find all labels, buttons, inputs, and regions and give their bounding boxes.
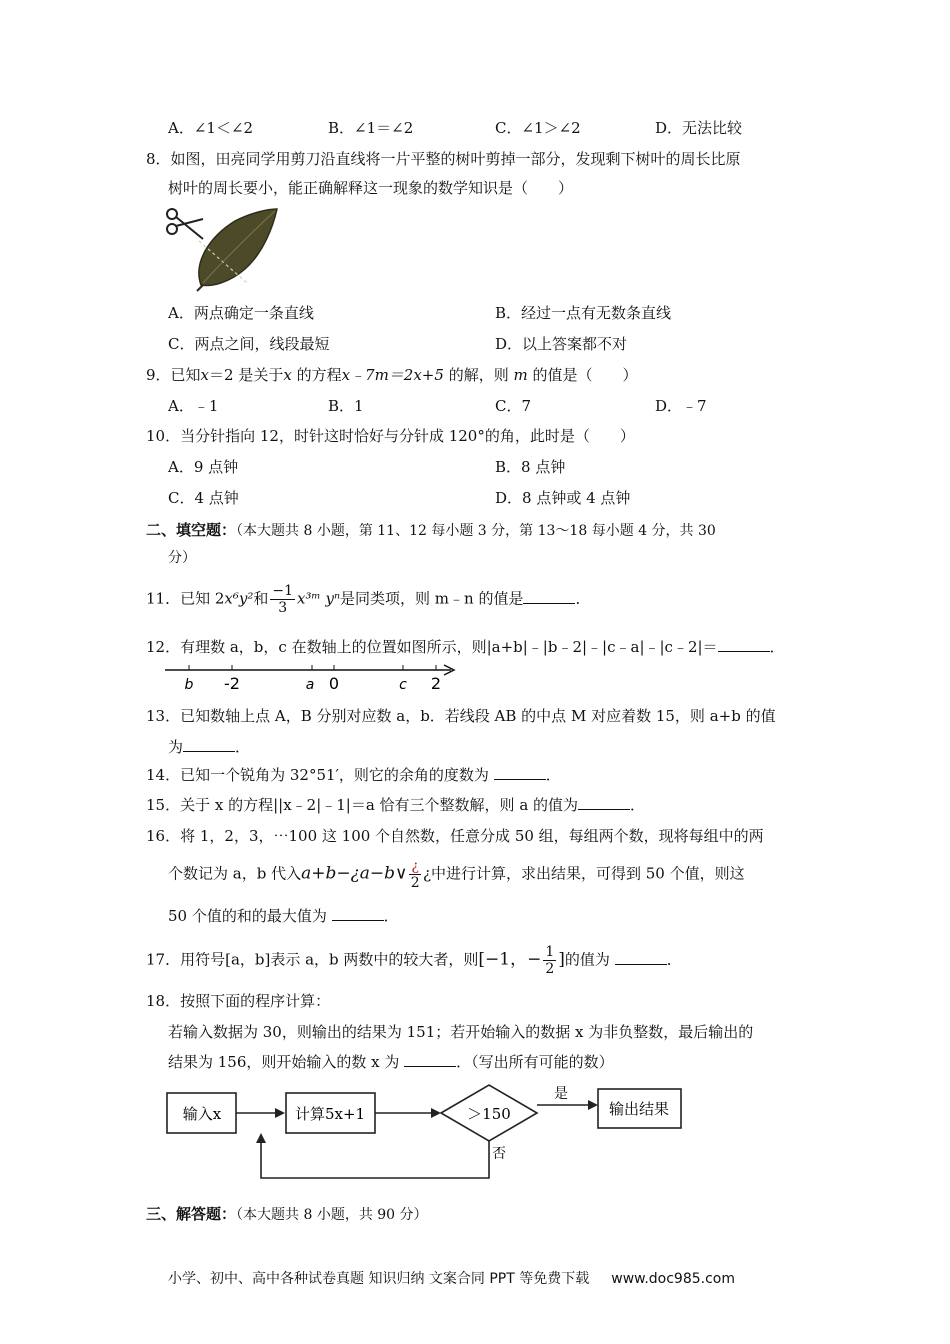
scissors-icon: [167, 209, 203, 239]
q14-answer-blank[interactable]: [494, 765, 546, 780]
q16-answer-blank[interactable]: [332, 906, 384, 921]
q14-text: 14．已知一个锐角为 32°51′，则它的余角的度数为: [146, 766, 494, 784]
q7-option-d: D．无法比较: [655, 119, 743, 137]
label-c: c: [399, 677, 407, 692]
q11-and: 和: [253, 589, 269, 608]
footer-url[interactable]: www.doc985.com: [611, 1271, 735, 1287]
q9-mid2: 的方程: [291, 366, 342, 384]
q17-bracket-post: ]: [558, 949, 565, 970]
q13-answer-blank[interactable]: [183, 737, 235, 752]
leaf-stem: [197, 285, 203, 291]
q9-prefix: 9．已知: [146, 366, 201, 384]
q10-option-b: B．8 点钟: [495, 458, 566, 476]
flow-input-label: 输入x: [182, 1105, 222, 1123]
section2-header: [146, 519, 716, 540]
q17-prefix: 17．用符号[a，b]表示 a，b 两数中的较大者，则: [146, 950, 479, 969]
q11-frac-num: −1: [272, 583, 294, 599]
q18-title: 18．按照下面的程序计算：: [146, 992, 331, 1010]
flow-arrowhead-loop-icon: [256, 1133, 266, 1143]
label-0: 0: [328, 674, 340, 692]
q11-fraction: [270, 583, 295, 616]
q12-stem: [146, 636, 785, 657]
q13-text2: 为: [168, 738, 184, 756]
q15-end: ．: [630, 796, 646, 814]
q17-stem: [146, 944, 682, 977]
q9-var-x2: x: [283, 366, 292, 384]
q11-end: ．: [575, 589, 591, 608]
label-b: b: [184, 677, 194, 692]
flow-output-label: 输出结果: [608, 1100, 670, 1118]
q7-option-c: C．∠1＞∠2: [495, 119, 581, 137]
q15-text: 15．关于 x 的方程||x﹣2|﹣1|＝a 恰有三个整数解，则 a 的值为: [146, 796, 579, 814]
q16-frac-den: 2: [410, 875, 420, 891]
q18-answer-blank[interactable]: [404, 1052, 456, 1067]
q9-option-b: B．1: [328, 397, 364, 415]
q11-frac-den: 3: [278, 600, 288, 616]
q8-option-d: D．以上答案都不对: [495, 335, 628, 353]
flow-arrowhead-2-icon: [431, 1108, 441, 1118]
q13-stem-line2: [168, 736, 250, 757]
q16-text-pre: 个数记为 a，b 代入: [168, 864, 302, 883]
q9-option-d: D．﹣7: [655, 397, 707, 415]
q10-option-a: A．9 点钟: [168, 458, 239, 476]
section2-note: （本大题共 8 小题，第 11、12 每小题 3 分，第 13～18 每小题 4 分，共 30: [236, 523, 716, 539]
flow-no-label: 否: [492, 1146, 506, 1162]
q8-option-c: C．两点之间，线段最短: [168, 335, 330, 353]
q9-equation: x﹣7m＝2x+5: [341, 366, 444, 384]
q16-text-post: 中进行计算，求出结果，可得到 50 个值，则这: [430, 864, 745, 883]
section2-title: 二、填空题：: [146, 521, 237, 539]
q8-stem-line1: 8．如图，田亮同学用剪刀沿直线将一片平整的树叶剪掉一部分，发现剩下树叶的周长比原: [146, 150, 741, 168]
leaf-scissors-figure: [163, 205, 281, 293]
q17-suffix: 的值为: [564, 950, 615, 969]
q16-formula-end: ¿: [422, 864, 431, 883]
q16-text3: 50 个值的和的最大值为: [168, 907, 332, 925]
q15-stem: [146, 794, 645, 815]
q16-stem-line3: [168, 905, 399, 926]
q11-term2: x³ᵐ yⁿ: [297, 589, 341, 608]
q9-option-a: A．﹣1: [168, 397, 219, 415]
q7-option-a: A．∠1＜∠2: [168, 119, 254, 137]
q11-term1: x⁶y²: [224, 589, 254, 608]
q9-mid3: 的解，则: [443, 366, 514, 384]
q8-stem-line2: 树叶的周长要小，能正确解释这一现象的数学知识是（ ）: [168, 179, 574, 197]
q15-answer-blank[interactable]: [578, 795, 630, 810]
q16-stem-line2: [168, 858, 745, 891]
q18-line1: 若输入数据为 30，则输出的结果为 151；若开始输入的数据 x 为非负整数，最后输出的: [168, 1023, 754, 1041]
q10-option-c: C．4 点钟: [168, 489, 239, 507]
q10-stem: 10．当分针指向 12，时针这时恰好与分针成 120°的角，此时是（ ）: [146, 427, 635, 445]
q10-option-d: D．8 点钟或 4 点钟: [495, 489, 631, 507]
section3-note: （本大题共 8 小题，共 90 分）: [236, 1207, 428, 1223]
q14-end: ．: [545, 766, 561, 784]
q16-end: ．: [383, 907, 399, 925]
q9-var-x: x: [200, 366, 210, 384]
q12-end: ．: [769, 638, 785, 656]
q16-fraction: [409, 858, 421, 891]
flow-yes-label: 是: [554, 1086, 568, 1102]
label-a: a: [305, 677, 315, 692]
q13-stem-line1: 13．已知数轴上点 A，B 分别对应数 a，b．若线段 AB 的中点 M 对应着数 15，则 a+b 的值: [146, 707, 776, 725]
q14-stem: [146, 764, 561, 785]
flow-loop-back: [261, 1138, 489, 1178]
q9-suffix: 的值是（ ）: [527, 366, 638, 384]
q17-fraction: [543, 944, 556, 977]
q8-option-b: B．经过一点有无数条直线: [495, 304, 672, 322]
q11-prefix: 11．已知 2: [146, 589, 225, 608]
q17-frac-num: 1: [545, 944, 555, 960]
q11-suffix: 是同类项，则 m﹣n 的值是: [340, 589, 524, 608]
q16-formula: a+b−¿a−b∨: [301, 863, 408, 884]
q18-line2: [168, 1051, 614, 1072]
page-footer: [168, 1268, 735, 1288]
number-line-figure: [163, 660, 463, 692]
flow-arrowhead-yes-icon: [588, 1100, 598, 1110]
q18-text-pre: 结果为 156，则开始输入的数 x 为: [168, 1053, 405, 1071]
section3-header: [146, 1203, 428, 1224]
flow-condition-label: ＞150: [467, 1105, 511, 1123]
q17-end: ．: [666, 950, 682, 969]
q9-mid1: ＝2 是关于: [209, 366, 284, 384]
q17-answer-blank[interactable]: [615, 950, 667, 965]
q9-option-c: C．7: [495, 397, 532, 415]
q17-bracket-pre: [−1，−: [478, 949, 542, 970]
flowchart-figure: [163, 1080, 693, 1184]
q9-stem: [146, 364, 637, 385]
footer-text: 小学、初中、高中各种试卷真题 知识归纳 文案合同 PPT 等免费下载: [168, 1271, 590, 1287]
q13-end: ．: [235, 738, 251, 756]
q18-text-post: ．（写出所有可能的数）: [456, 1053, 614, 1071]
q17-frac-den: 2: [545, 961, 555, 977]
flow-compute-label: 计算5x+1: [294, 1105, 366, 1123]
q7-option-b: B．∠1＝∠2: [328, 119, 414, 137]
q11-stem: [146, 583, 590, 616]
q12-text: 12．有理数 a，b，c 在数轴上的位置如图所示，则|a+b|﹣|b﹣2|﹣|c﹣a|﹣|c﹣2|＝: [146, 638, 718, 656]
q11-answer-blank[interactable]: [523, 589, 575, 604]
q8-option-a: A．两点确定一条直线: [168, 304, 314, 322]
q16-frac-num: ¿: [411, 858, 419, 874]
label-2: 2: [430, 674, 442, 692]
section2-note-line2: 分）: [168, 550, 196, 566]
section3-title: 三、解答题：: [146, 1205, 237, 1223]
label-neg2: -2: [224, 674, 240, 692]
flow-arrowhead-1-icon: [275, 1108, 285, 1118]
q12-answer-blank[interactable]: [718, 637, 770, 652]
q9-var-m: m: [513, 366, 528, 384]
q16-stem-line1: 16．将 1，2，3，⋯100 这 100 个自然数，任意分成 50 组，每组两个数，现将每组中的两: [146, 827, 764, 845]
